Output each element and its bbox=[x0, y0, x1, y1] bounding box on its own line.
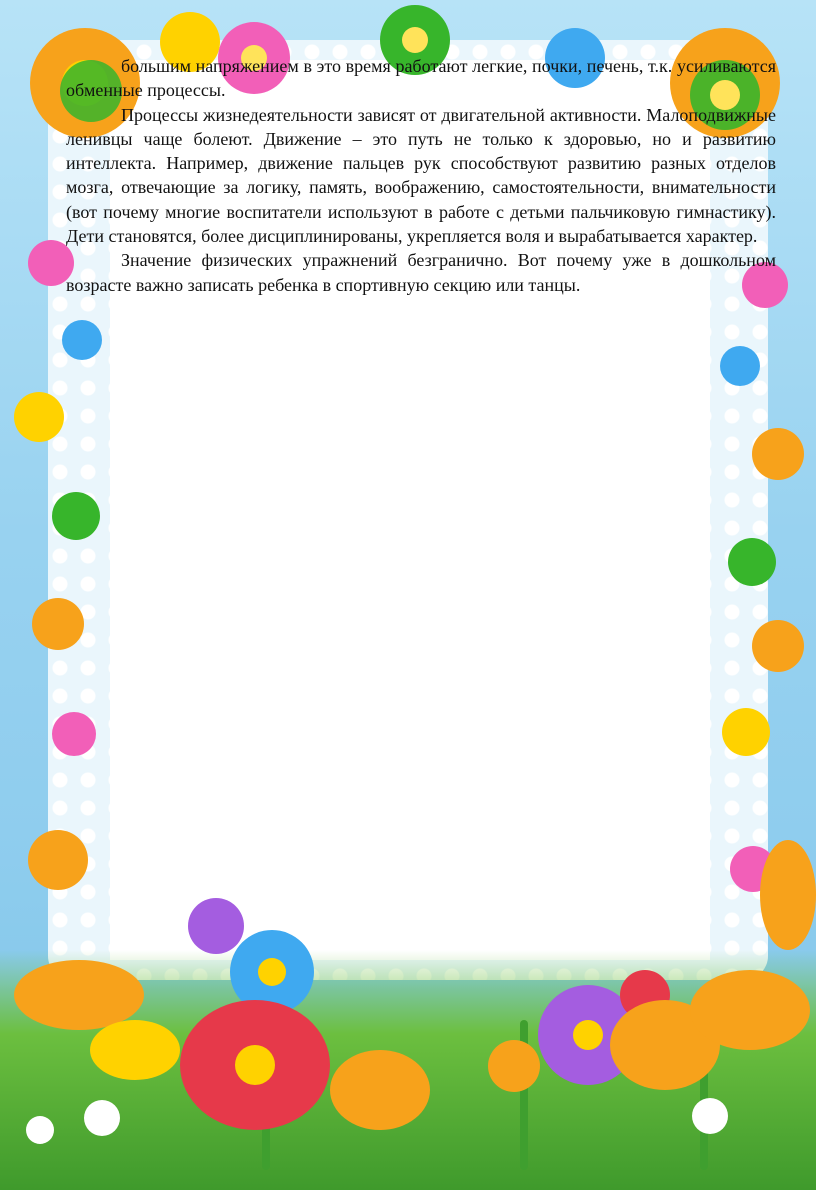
paragraph: Значение физических упражнений безгранично. Вот почему уже в дошкольном возрасте важно записать ребенка в спортивную секцию или танцы. bbox=[66, 250, 776, 295]
paragraph: большим напряжением в это время работают легкие, почки, печень, т.к. усиливаются обменные процессы. bbox=[66, 56, 776, 101]
body-text bbox=[66, 54, 776, 297]
paragraph: Процессы жизнедеятельности зависят от двигательной активности. Малоподвижные ленивцы чаще болеют. Движение – это путь не только к здоровью, но и развитию интеллекта. Например, движение пальцев рук способствуют развитию разных отделов мозга, отвечающие за логику, память, воображению, самостоятельности, внимательности (вот почему многие воспитатели используют в работе с детьми пальчиковую гимнастику). Дети становятся, более дисциплинированы, укрепляется воля и вырабатывается характер. bbox=[66, 104, 776, 247]
